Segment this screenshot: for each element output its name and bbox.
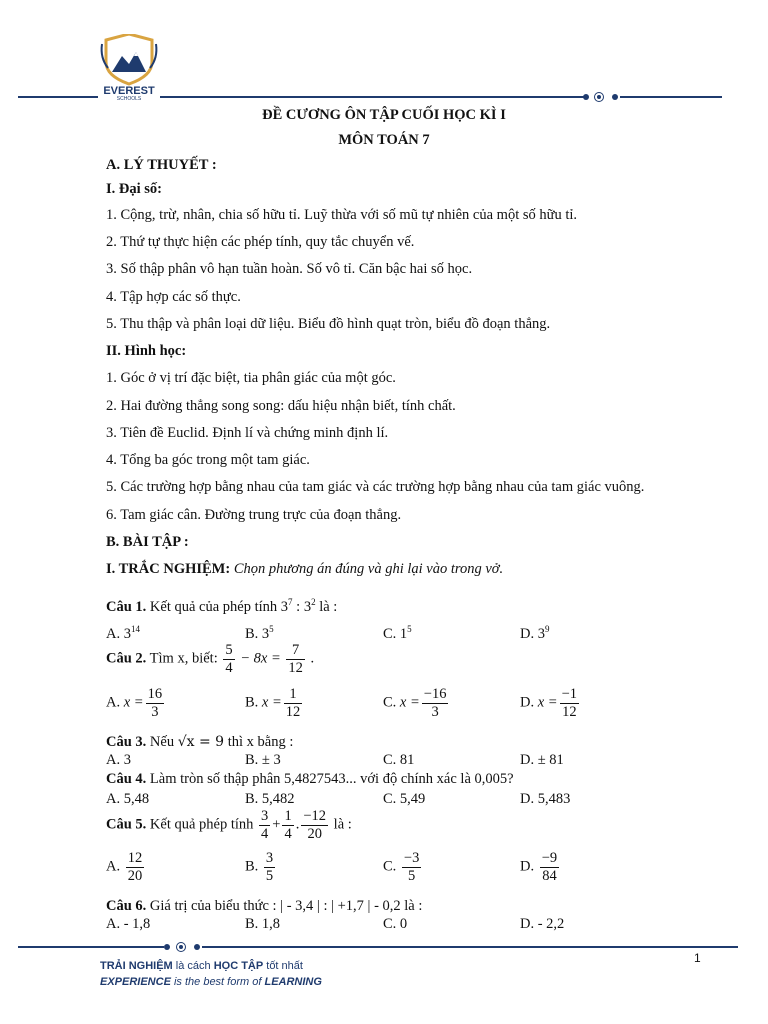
list-item: 3. Tiên đề Euclid. Định lí và chứng minh định lí. <box>106 425 389 441</box>
svg-text:SCHOOLS: SCHOOLS <box>116 96 142 100</box>
list-item: 1. Cộng, trừ, nhân, chia số hữu tỉ. Luỹ thừa với số mũ tự nhiên của một số hữu tỉ. <box>106 207 578 223</box>
mc-heading <box>106 561 503 578</box>
svg-text:EVEREST: EVEREST <box>103 85 155 97</box>
option-c: C. 5,49 <box>383 791 426 807</box>
everest-crest-icon <box>98 34 160 100</box>
option-c: C. 0 <box>383 916 408 932</box>
question-6 <box>106 898 422 915</box>
footer-slogan-vi: TRẢI NGHIỆM là cách HỌC TẬP tốt nhất <box>100 960 303 972</box>
fraction: $\frac{7}{12}$ <box>288 642 303 676</box>
footer-rule-ring <box>176 942 186 952</box>
page-number: 1 <box>694 951 701 965</box>
question-4 <box>106 771 514 788</box>
option-b: B. ± 3 <box>245 752 281 768</box>
option-a: A. $3^{14}$ <box>106 624 140 642</box>
option-d: D. x = $\frac{-1}{12}$ <box>520 686 578 720</box>
document-subtitle: MÔN TOÁN 7 <box>338 132 430 148</box>
option-b: B. $\frac{3}{5}$ <box>245 850 274 884</box>
question-text: Giá trị của biểu thức : | - 3,4 | : | +1,7 | - 0,2 là : <box>149 898 423 914</box>
equation-text: − 8x = <box>240 650 281 667</box>
question-label: Câu 1. <box>106 598 147 615</box>
question-text: Tìm x, biết: <box>149 650 218 667</box>
question-text: Kết quả của phép tính 3 <box>149 598 289 615</box>
question-text: thì x bằng : <box>227 734 294 750</box>
question-label: Câu 5. <box>106 816 147 833</box>
subsection-heading: II. Hình học: <box>106 343 187 359</box>
header-rule-right <box>620 96 722 98</box>
question-text: Nếu <box>149 734 175 750</box>
question-text: : 3 <box>292 598 312 615</box>
option-a: A. 5,48 <box>106 791 150 807</box>
header-rule-left <box>18 96 98 98</box>
option-b: B. 5,482 <box>245 791 295 807</box>
list-item: 1. Góc ở vị trí đặc biệt, tia phân giác của một góc. <box>106 370 396 386</box>
question-text: là : <box>333 816 352 833</box>
option-a: A. $\frac{12}{20}$ <box>106 850 143 884</box>
list-item: 2. Thứ tự thực hiện các phép tính, quy tắc chuyển vế. <box>106 234 415 250</box>
question-label: Câu 4. <box>106 771 147 787</box>
list-item: 4. Tập hợp các số thực. <box>106 289 241 305</box>
fraction: $\frac{5}{4}$ <box>225 642 233 676</box>
question-5: Câu 5. Kết quả phép tính $\frac{3}{4}$ + $\frac{1}{4}$ . $\frac{-12}{20}$ là : <box>106 808 352 842</box>
question-text: là : <box>315 598 338 615</box>
school-logo <box>98 34 160 100</box>
footer-rule-dot <box>194 944 200 950</box>
option-d: D. ± 81 <box>520 752 564 768</box>
option-a: A. - 1,8 <box>106 916 151 932</box>
option-c: C. $\frac{-3}{5}$ <box>383 850 420 884</box>
option-c: C. $1^5$ <box>383 624 412 642</box>
list-item: 3. Số thập phân vô hạn tuần hoàn. Số vô tỉ. Căn bậc hai số học. <box>106 261 473 277</box>
option-c: C. x = $\frac{-16}{3}$ <box>383 686 447 720</box>
mc-instruction: Chọn phương án đúng và ghi lại vào trong vở. <box>233 561 504 577</box>
list-item: 5. Các trường hợp bằng nhau của tam giác và các trường hợp bằng nhau của tam giác vuông. <box>106 479 645 495</box>
option-a: A. x = $\frac{16}{3}$ <box>106 686 163 720</box>
list-item: 2. Hai đường thẳng song song: dấu hiệu nhận biết, tính chất. <box>106 398 456 414</box>
option-a: A. 3 <box>106 752 131 768</box>
option-b: B. 1,8 <box>245 916 281 932</box>
question-label: Câu 3. <box>106 734 147 750</box>
header-rule-dot <box>612 94 618 100</box>
question-1 <box>106 597 337 616</box>
option-d: D. $\frac{-9}{84}$ <box>520 850 558 884</box>
exponent: 2 <box>311 597 316 607</box>
header-rule-dot <box>583 94 589 100</box>
header-rule-middle <box>160 96 585 98</box>
option-b: B. $3^5$ <box>245 624 274 642</box>
question-label: Câu 6. <box>106 898 147 914</box>
exponent: 7 <box>288 597 293 607</box>
footer-slogan-en: EXPERIENCE is the best form of LEARNING <box>100 976 322 988</box>
option-c: C. 81 <box>383 752 415 768</box>
question-label: Câu 2. <box>106 650 147 667</box>
list-item: 5. Thu thập và phân loại dữ liệu. Biểu đồ hình quạt tròn, biểu đồ đoạn thẳng. <box>106 316 551 332</box>
footer-rule-right <box>202 946 738 948</box>
option-b: B. x = $\frac{1}{12}$ <box>245 686 301 720</box>
section-heading: B. BÀI TẬP : <box>106 534 189 550</box>
footer-rule-left <box>18 946 164 948</box>
document-title: ĐỀ CƯƠNG ÔN TẬP CUỐI HỌC KÌ I <box>262 107 506 123</box>
header-rule-ring <box>594 92 604 102</box>
option-d: D. 5,483 <box>520 791 571 807</box>
list-item: 4. Tổng ba góc trong một tam giác. <box>106 452 310 468</box>
mc-heading-label: I. TRẮC NGHIỆM: <box>106 561 231 577</box>
option-d: D. - 2,2 <box>520 916 565 932</box>
option-d: D. $3^9$ <box>520 624 550 642</box>
section-heading: A. LÝ THUYẾT : <box>106 157 217 173</box>
question-2: Câu 2. Tìm x, biết: $\frac{5}{4}$ − 8x = $\frac{7}{12}$ . <box>106 642 315 676</box>
sqrt-expression: √x = 9 <box>177 734 225 750</box>
question-3 <box>106 734 293 751</box>
question-text: Kết quả phép tính <box>149 816 254 833</box>
question-text: Làm tròn số thập phân 5,4827543... với độ chính xác là 0,005? <box>149 771 514 787</box>
footer-rule-dot <box>164 944 170 950</box>
subsection-heading: I. Đại số: <box>106 181 162 197</box>
list-item: 6. Tam giác cân. Đường trung trực của đoạn thẳng. <box>106 507 402 523</box>
